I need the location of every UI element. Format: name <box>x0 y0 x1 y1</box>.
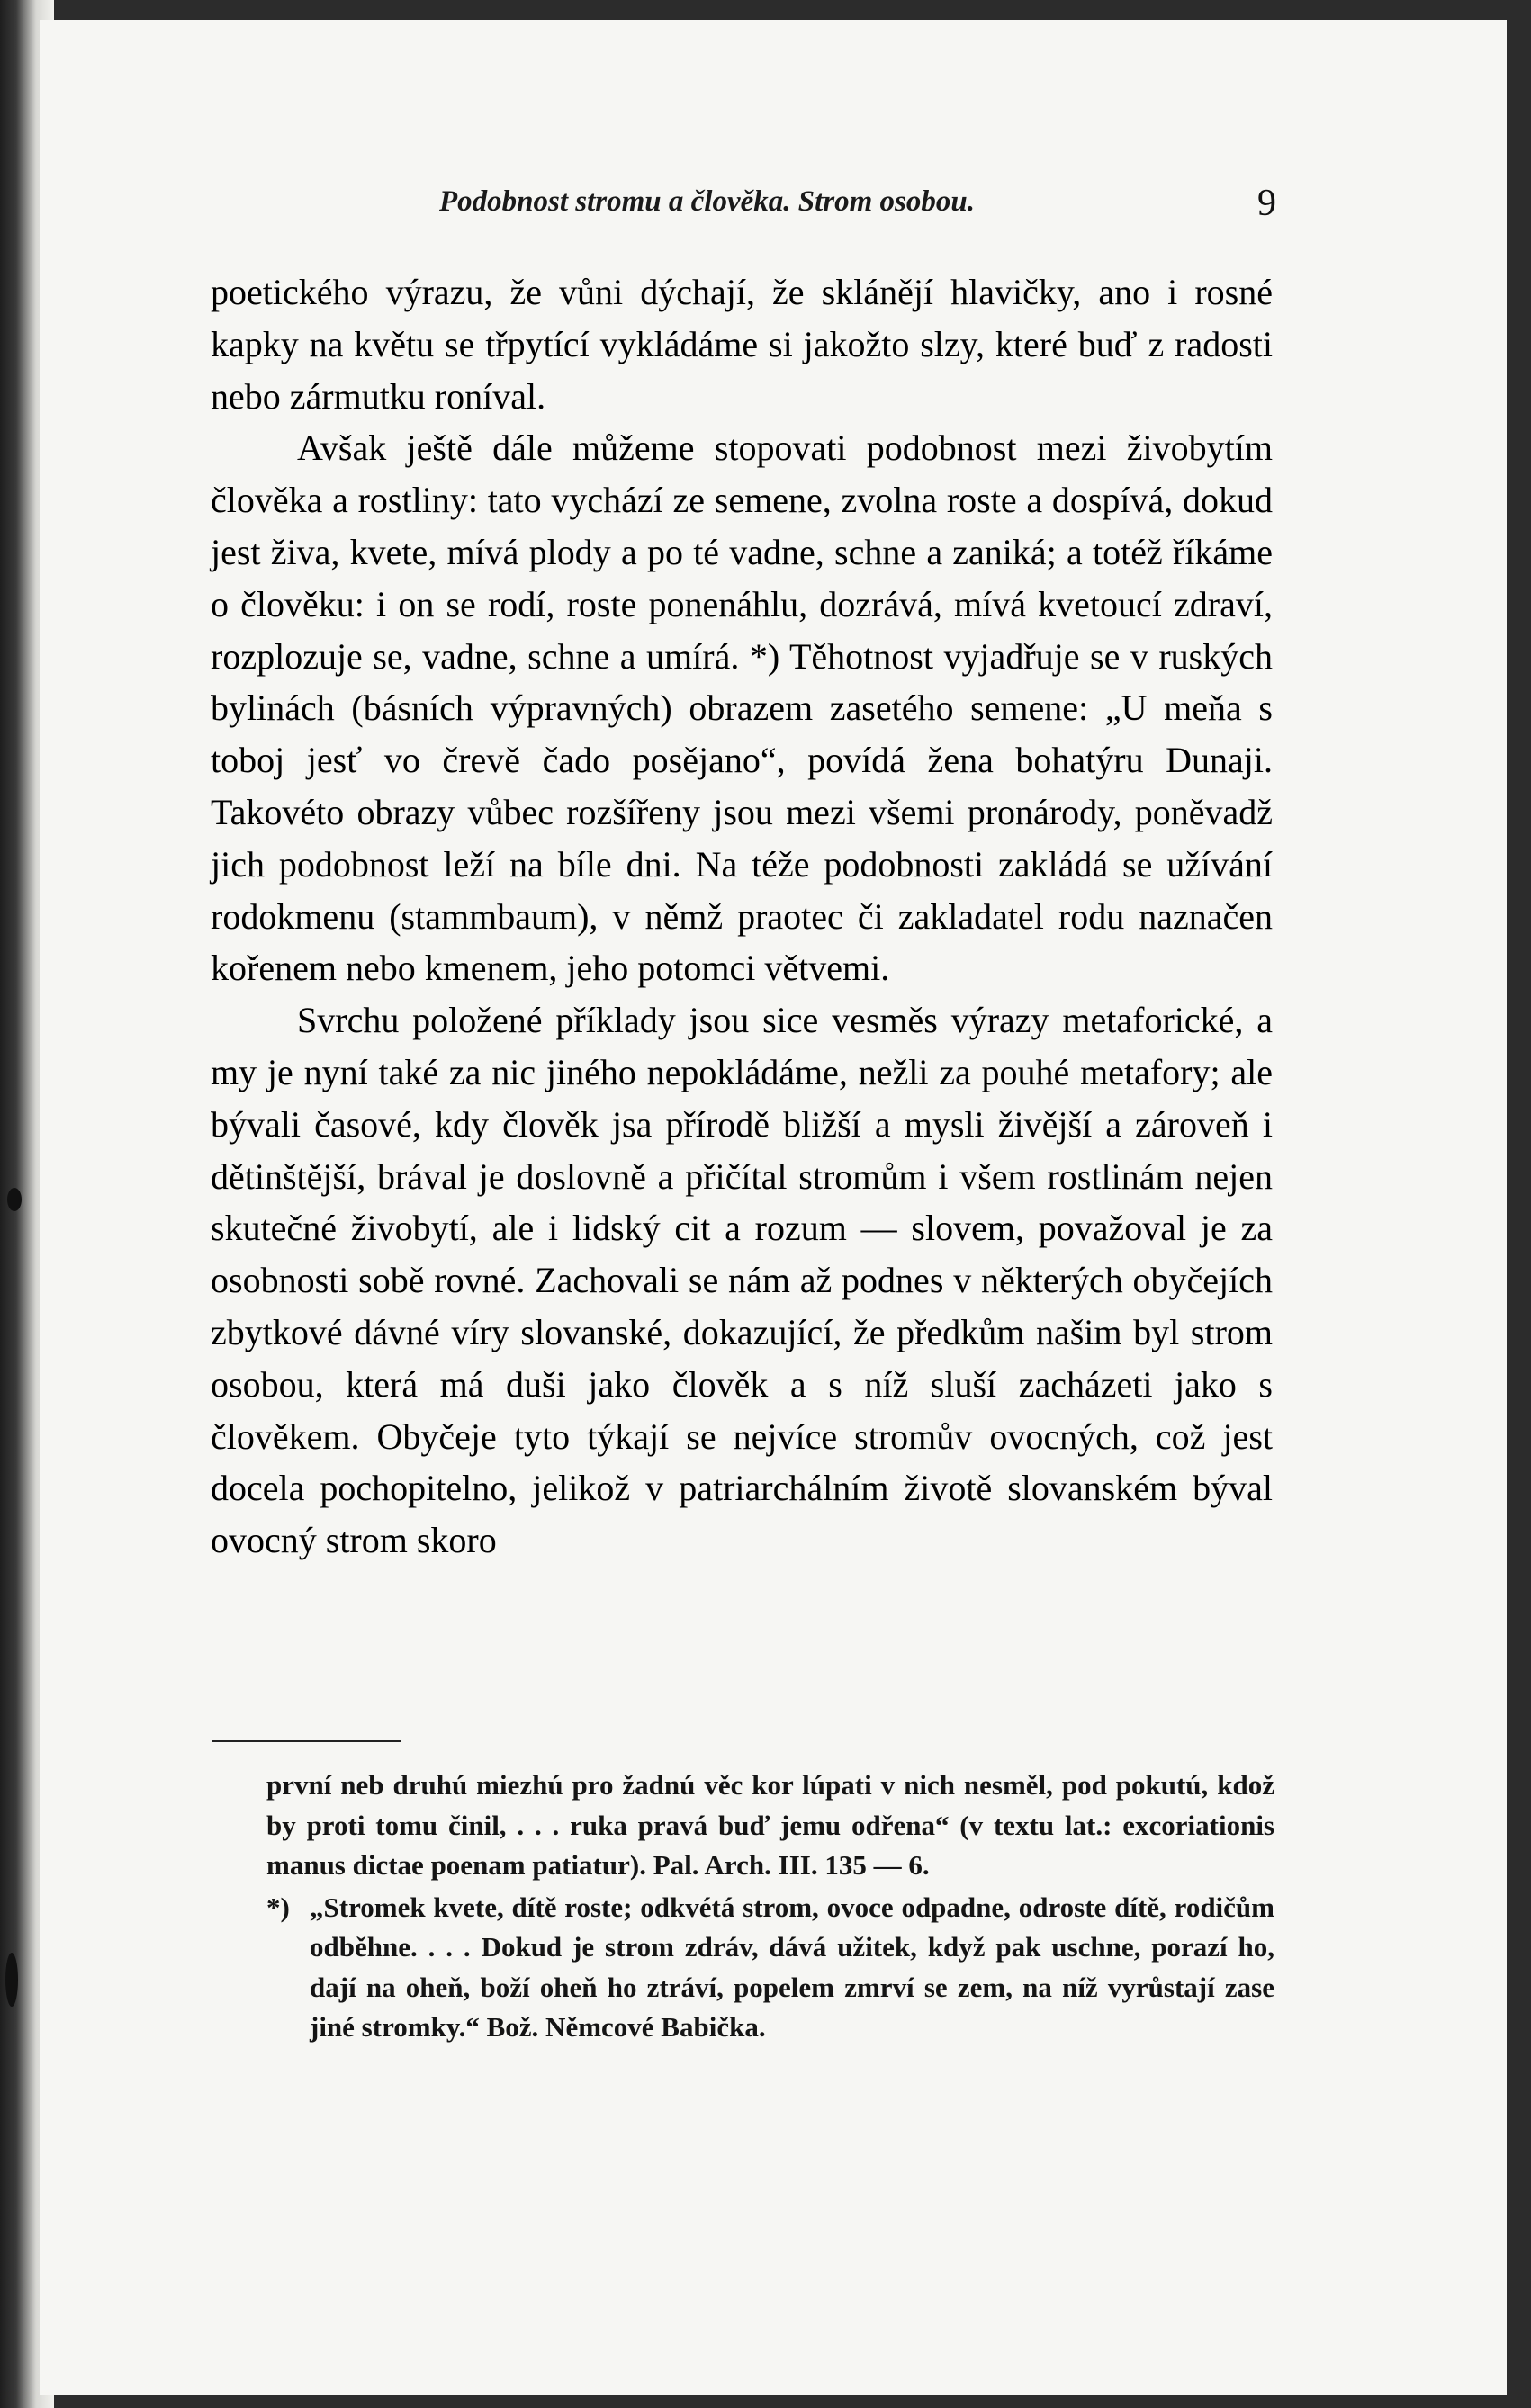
paragraph: poetického výrazu, že vůni dýchají, že sklánějí hlavičky, ano i rosné kapky na květu se třpytící vykládáme si jakožto slzy, které buď z radosti nebo zármutku roníval. <box>211 272 1273 417</box>
footnote-text: „Stromek kvete, dítě roste; odkvétá strom, ovoce odpadne, odroste dítě, rodičům odběhne. . . . Dokud je strom zdráv, dává užitek, když pak uschne, porazí ho, dají na oheň, boží oheň ho ztráví, popelem zmrví se zem, na níž vyrůstají zase jiné stromky.“ Bož. Němcové Babička. <box>310 1891 1274 2043</box>
page-number: 9 <box>1257 183 1276 224</box>
footnote-continued: první neb druhú miezhú pro žadnú věc kor lúpati v nich nesměl, pod pokutú, kdož by proti tomu činil, . . . ruka pravá buď jemu odřena“ (v textu lat.: excoriationis manus dictae poenam patiatur). Pal. Arch. III. 135 — 6. <box>266 1769 1274 1881</box>
running-head: Podobnost stromu a člověka. Strom osobou. <box>439 185 975 218</box>
footnotes <box>266 1766 1274 2048</box>
page-header <box>223 182 1276 236</box>
main-text <box>211 266 1273 1567</box>
paragraph: Avšak ještě dále můžeme stopovati podobnost mezi živobytím člověka a rostliny: tato vychází ze semene, zvolna roste a dospívá, dokud jest živa, kvete, mívá plody a po té vadne, schne a zaniká; a totéž říkáme o člověku: i on se rodí, roste ponenáhlu, dozrává, mívá kvetoucí zdraví, rozplozuje se, vadne, schne a umírá. *) Těhotnost vyjadřuje se v ruských bylinách (básních výpravných) obrazem zasetého semene: „U meňa s toboj jesť vo črevě čado posějano“, povídá žena bohatýru Dunaji. Takovéto obrazy vůbec rozšířeny jsou mezi všemi pronárody, poněvadž jich podobnost leží na bíle dni. Na téže podobnosti zakládá se užívání rodokmenu (stammbaum), v němž praotec či zakladatel rodu naznačen kořenem nebo kmenem, jeho potomci větvemi. <box>211 427 1273 989</box>
footnote <box>266 1888 1274 2048</box>
binding-hole <box>7 1188 22 1211</box>
footnote-separator <box>212 1740 401 1742</box>
binding-hole <box>5 1953 18 2007</box>
footnote-marker: *) <box>266 1891 290 1923</box>
paragraph: Svrchu položené příklady jsou sice vesměs výrazy metaforické, a my je nyní také za nic jiného nepokládáme, nežli za pouhé metafory; ale bývali časové, kdy člověk jsa přírodě bližší a mysli živější a zároveň i dětinštější, brával je doslovně a přičítal stromům i všem rostlinám nejen skutečné živobytí, ale i lidský cit a rozum — slovem, považoval je za osobnosti sobě rovné. Zachovali se nám až podnes v některých obyčejích zbytkové dávné víry slovanské, dokazující, že předkům našim byl strom osobou, která má duši jako člověk a s níž sluší zacházeti jako s člověkem. Obyčeje tyto týkají se nejvíce stromův ovocných, což jest docela pochopitelno, jelikož v patriarchálním životě slovanském býval ovocný strom skoro <box>211 1000 1273 1561</box>
